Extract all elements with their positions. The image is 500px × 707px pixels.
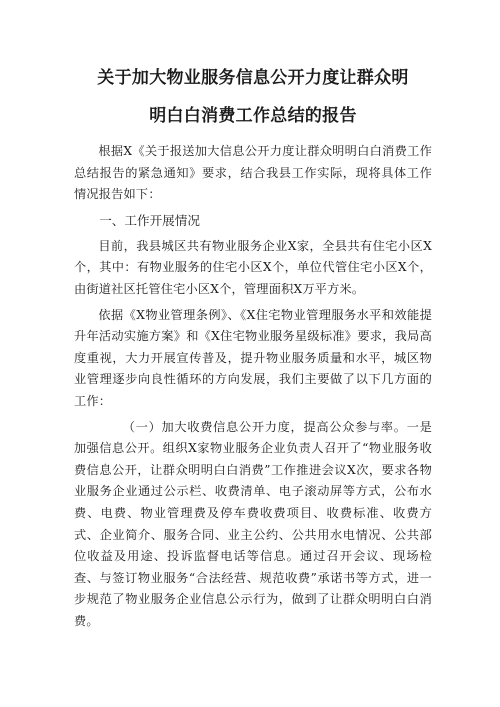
- intro-paragraph: 根据X《关于报送加大信息公开力度让群众明明白白消费工作总结报告的紧急通知》要求，结合我县工作实际，现将具体工作情况报告如下：: [74, 144, 432, 202]
- section1-paragraph-1: 目前，我县城区共有物业服务企业X家，全县共有住宅小区X个，其中：有物业服务的住宅小区X个，单位代管住宅小区X个，由街道社区托管住宅小区X个，管理面积X万平方米。: [74, 238, 432, 296]
- section-heading-1: 一、工作开展情况: [99, 212, 200, 228]
- document-title-line2: 明白白消费工作总结的报告: [149, 106, 357, 126]
- document-title-line1: 关于加大物业服务信息公开力度让群众明: [97, 68, 409, 88]
- section1-paragraph-2: 依据《X物业管理条例》、《X住宅物业管理服务水平和效能提升年活动实施方案》和《X住宅物业服务星级标准》要求，我局高度重视，大力开展宣传普及，提升物业服务质量和水平，城区物业管理逐步向良性循环的方向发展，我们主要做了以下几方面的工作：: [74, 307, 432, 408]
- subsection1-paragraph: （一）加大收费信息公开力度，提高公众参与率。一是加强信息公开。组织X家物业服务企业负责人召开了“物业服务收费信息公开，让群众明明白白消费”工作推进会议X次，要求各物业服务企业通过公示栏、收费清单、电子滚动屏等方式，公布水费、电费、物业管理费及停车费收费项目、收费标准、收费方式、企业简介、服务合同、业主公约、公共用水电情况、公共部位收益及用途、投诉监督电话等信息。通过召开会议、现场检查、与签订物业服务“合法经营、规范收费”承诺书等方式，进一步规范了物业服务企业信息公示行为，做到了让群众明明白白消费。: [74, 419, 432, 628]
